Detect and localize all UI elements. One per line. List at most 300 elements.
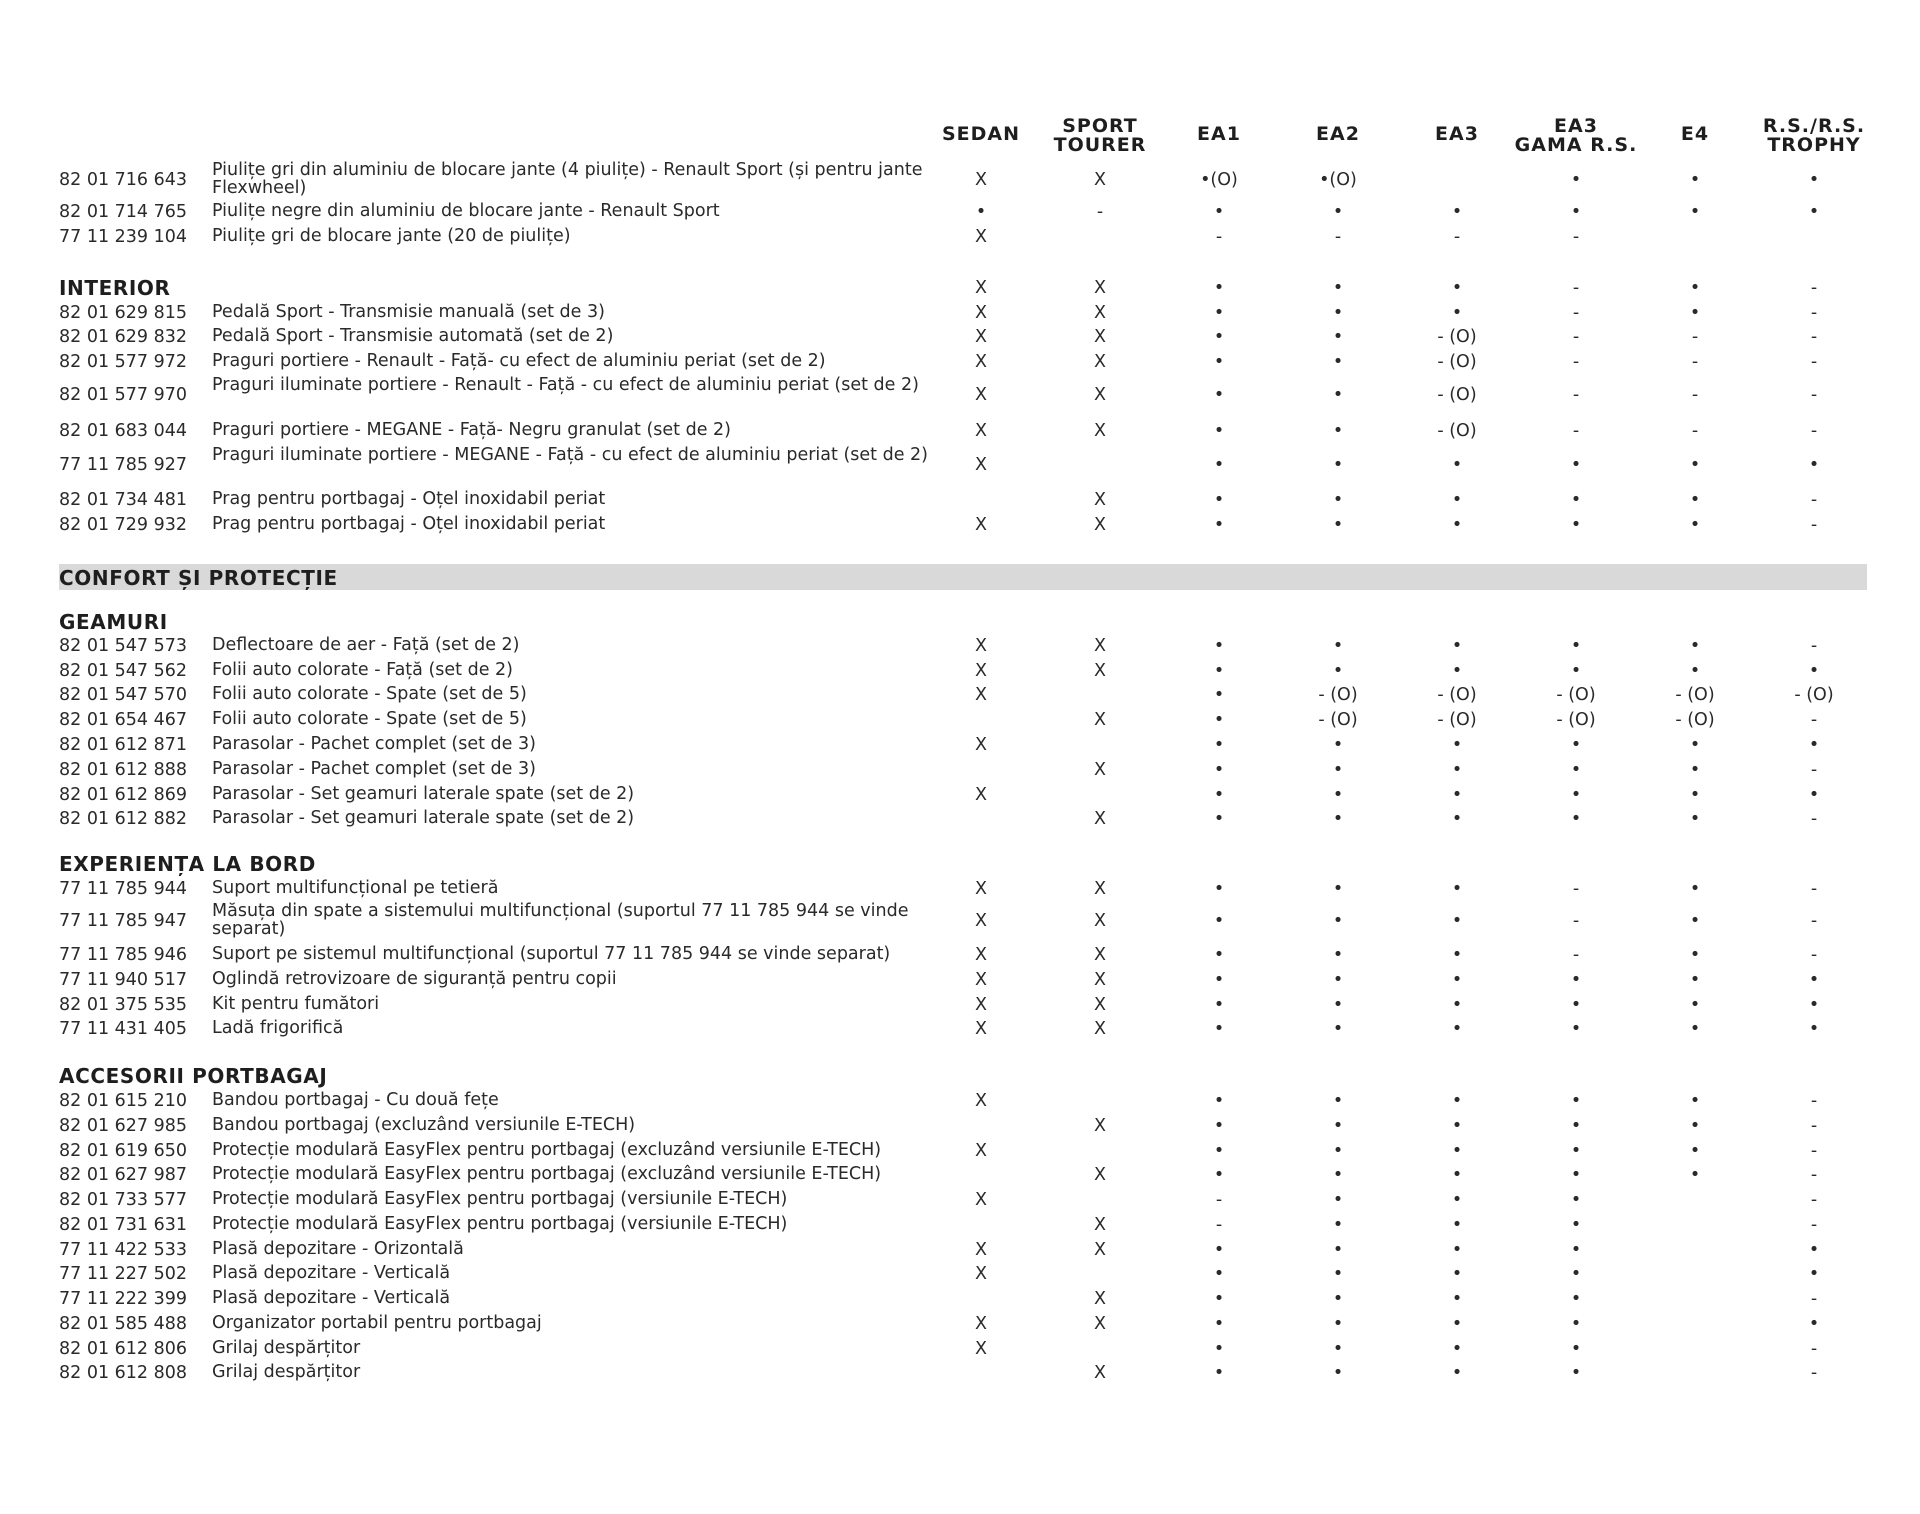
availability-cell: X: [1094, 1215, 1106, 1235]
availability-cell: -: [1215, 227, 1223, 247]
availability-cell: •: [1689, 202, 1701, 222]
part-code: 82 01 734 481: [59, 490, 188, 510]
availability-cell: X: [1094, 515, 1106, 535]
availability-cell: •: [1808, 661, 1820, 681]
part-code: 82 01 733 577: [59, 1190, 188, 1210]
part-code: 82 01 612 871: [59, 735, 188, 755]
availability-cell: - (O): [1794, 685, 1834, 705]
availability-cell: •: [1451, 945, 1463, 965]
part-code: 77 11 940 517: [59, 970, 188, 990]
availability-cell: -: [1572, 911, 1580, 931]
availability-cell: •: [1689, 945, 1701, 965]
availability-cell: X: [975, 1091, 987, 1111]
availability-cell: •: [1570, 1289, 1582, 1309]
availability-cell: •: [1332, 1240, 1344, 1260]
availability-cell: -: [1810, 303, 1818, 323]
availability-cell: -: [1572, 327, 1580, 347]
availability-cell: -: [1810, 352, 1818, 372]
part-description: Deflectoare de aer - Față (set de 2): [212, 635, 520, 655]
availability-cell: -: [1215, 1190, 1223, 1210]
availability-cell: •: [1451, 1141, 1463, 1161]
availability-cell: •: [1332, 202, 1344, 222]
part-code: 82 01 612 888: [59, 760, 188, 780]
availability-cell: •: [1689, 661, 1701, 681]
part-code: 82 01 612 869: [59, 785, 188, 805]
part-description: Suport multifuncțional pe tetieră: [212, 878, 499, 898]
part-code: 82 01 375 535: [59, 995, 188, 1015]
availability-cell: •: [1570, 1190, 1582, 1210]
availability-cell: - (O): [1437, 710, 1477, 730]
part-description: Praguri iluminate portiere - Renault - Față - cu efect de aluminiu periat (set de 2): [212, 375, 919, 395]
column-header: EA3 GAMA R.S.: [1514, 115, 1638, 156]
availability-cell: - (O): [1437, 327, 1477, 347]
availability-cell: •: [1332, 278, 1344, 298]
availability-cell: -: [1810, 911, 1818, 931]
part-code: 82 01 731 631: [59, 1215, 188, 1235]
part-description: Pedală Sport - Transmisie automată (set de 2): [212, 326, 614, 346]
availability-cell: -: [1691, 352, 1699, 372]
availability-cell: •: [1570, 1363, 1582, 1383]
availability-cell: •: [1213, 1091, 1225, 1111]
availability-cell: - (O): [1437, 352, 1477, 372]
availability-cell: •: [1689, 760, 1701, 780]
part-description: Praguri iluminate portiere - MEGANE - Față - cu efect de aluminiu periat (set de 2): [212, 445, 928, 465]
availability-cell: •: [1332, 1289, 1344, 1309]
availability-cell: X: [975, 278, 987, 298]
availability-cell: •: [1213, 970, 1225, 990]
availability-cell: •: [1570, 1314, 1582, 1334]
availability-cell: •: [1213, 1289, 1225, 1309]
availability-cell: X: [1094, 327, 1106, 347]
column-header: EA3: [1435, 123, 1479, 145]
availability-cell: •: [1213, 911, 1225, 931]
availability-cell: X: [1094, 945, 1106, 965]
availability-cell: X: [975, 455, 987, 475]
availability-cell: •: [1332, 636, 1344, 656]
part-code: 82 01 577 972: [59, 352, 188, 372]
availability-cell: •: [1332, 735, 1344, 755]
availability-cell: •: [1451, 1363, 1463, 1383]
part-code: 77 11 239 104: [59, 227, 188, 247]
availability-cell: •: [1570, 760, 1582, 780]
availability-cell: •: [1808, 970, 1820, 990]
availability-cell: X: [1094, 995, 1106, 1015]
availability-cell: •: [1332, 995, 1344, 1015]
availability-cell: -: [1810, 1116, 1818, 1136]
part-description: Grilaj despărțitor: [212, 1362, 361, 1382]
availability-cell: X: [975, 1240, 987, 1260]
availability-cell: •: [1808, 1019, 1820, 1039]
availability-cell: -: [1453, 227, 1461, 247]
availability-cell: •: [1808, 1314, 1820, 1334]
part-description: Plasă depozitare - Orizontală: [212, 1239, 464, 1259]
availability-cell: •: [1808, 995, 1820, 1015]
availability-cell: -: [1096, 202, 1104, 222]
availability-cell: -: [1572, 352, 1580, 372]
availability-cell: •: [1451, 809, 1463, 829]
availability-cell: X: [975, 661, 987, 681]
availability-cell: - (O): [1675, 685, 1715, 705]
availability-cell: •: [1213, 421, 1225, 441]
category-heading: GEAMURI: [59, 610, 168, 634]
availability-cell: •: [1213, 995, 1225, 1015]
part-description: Măsuța din spate a sistemului multifuncțional (suportul 77 11 785 944 se vinde separat): [212, 901, 909, 939]
part-code: 82 01 547 570: [59, 685, 188, 705]
availability-cell: •: [1213, 760, 1225, 780]
part-code: 82 01 654 467: [59, 710, 188, 730]
availability-cell: -: [1334, 227, 1342, 247]
availability-cell: •: [1332, 1116, 1344, 1136]
part-description: Prag pentru portbagaj - Oțel inoxidabil periat: [212, 489, 606, 509]
part-code: 82 01 612 808: [59, 1363, 188, 1383]
part-description: Organizator portabil pentru portbagaj: [212, 1313, 542, 1333]
availability-cell: - (O): [1556, 710, 1596, 730]
availability-cell: •: [1332, 760, 1344, 780]
availability-cell: •: [1689, 1019, 1701, 1039]
availability-cell: •: [1332, 945, 1344, 965]
availability-cell: -: [1810, 1091, 1818, 1111]
availability-cell: X: [975, 1339, 987, 1359]
part-description: Grilaj despărțitor: [212, 1338, 361, 1358]
availability-cell: •: [1689, 636, 1701, 656]
availability-cell: -: [1810, 636, 1818, 656]
availability-cell: X: [975, 1264, 987, 1284]
availability-cell: •: [1332, 515, 1344, 535]
part-code: 82 01 577 970: [59, 385, 188, 405]
availability-cell: •: [1332, 327, 1344, 347]
availability-cell: -: [1810, 1339, 1818, 1359]
availability-cell: •: [1570, 515, 1582, 535]
section-band: [59, 564, 1867, 590]
availability-cell: •: [1808, 785, 1820, 805]
category-heading: INTERIOR: [59, 276, 171, 300]
availability-cell: •: [1570, 1019, 1582, 1039]
availability-cell: -: [1810, 809, 1818, 829]
availability-cell: •: [1451, 735, 1463, 755]
availability-cell: - (O): [1675, 710, 1715, 730]
part-description: Kit pentru fumători: [212, 994, 380, 1014]
availability-cell: •: [1451, 911, 1463, 931]
availability-cell: X: [1094, 421, 1106, 441]
availability-cell: X: [975, 636, 987, 656]
part-description: Parasolar - Pachet complet (set de 3): [212, 759, 536, 779]
availability-cell: •: [1570, 970, 1582, 990]
availability-cell: X: [975, 515, 987, 535]
availability-cell: •: [1332, 970, 1344, 990]
availability-cell: X: [1094, 710, 1106, 730]
availability-cell: •: [1451, 1289, 1463, 1309]
availability-cell: •: [1332, 1019, 1344, 1039]
availability-cell: •: [1213, 735, 1225, 755]
availability-cell: -: [1810, 421, 1818, 441]
availability-cell: •: [1332, 1091, 1344, 1111]
category-heading: ACCESORII PORTBAGAJ: [59, 1064, 328, 1088]
availability-cell: •: [1332, 1339, 1344, 1359]
availability-cell: •: [1213, 1339, 1225, 1359]
section-heading: CONFORT ȘI PROTECȚIE: [59, 566, 338, 590]
availability-cell: -: [1572, 278, 1580, 298]
part-code: 77 11 222 399: [59, 1289, 188, 1309]
availability-cell: •: [1570, 1264, 1582, 1284]
availability-cell: -: [1810, 515, 1818, 535]
availability-cell: •: [1213, 515, 1225, 535]
part-code: 82 01 683 044: [59, 421, 188, 441]
availability-cell: X: [1094, 661, 1106, 681]
availability-cell: X: [975, 1019, 987, 1039]
availability-cell: -: [1810, 1215, 1818, 1235]
availability-cell: •: [1213, 945, 1225, 965]
availability-cell: •: [1451, 1165, 1463, 1185]
availability-cell: X: [1094, 1240, 1106, 1260]
availability-cell: X: [975, 227, 987, 247]
availability-cell: X: [1094, 879, 1106, 899]
availability-cell: •: [1213, 455, 1225, 475]
availability-cell: •: [1213, 1363, 1225, 1383]
availability-cell: •: [1332, 385, 1344, 405]
availability-cell: -: [1572, 945, 1580, 965]
part-code: 77 11 785 927: [59, 455, 188, 475]
availability-cell: - (O): [1318, 710, 1358, 730]
availability-cell: •: [1808, 202, 1820, 222]
part-code: 82 01 629 815: [59, 303, 188, 323]
availability-cell: X: [975, 421, 987, 441]
availability-cell: X: [1094, 1116, 1106, 1136]
part-description: Folii auto colorate - Față (set de 2): [212, 660, 513, 680]
availability-cell: •: [1213, 1019, 1225, 1039]
part-description: Protecție modulară EasyFlex pentru portbagaj (versiunile E-TECH): [212, 1214, 788, 1234]
availability-cell: X: [975, 385, 987, 405]
part-code: 82 01 627 985: [59, 1116, 188, 1136]
availability-cell: •: [1332, 352, 1344, 372]
availability-cell: •: [1451, 1240, 1463, 1260]
availability-cell: X: [1094, 170, 1106, 190]
part-code: 82 01 615 210: [59, 1091, 188, 1111]
availability-cell: •: [1689, 785, 1701, 805]
availability-cell: •: [1213, 352, 1225, 372]
availability-cell: •: [1689, 1091, 1701, 1111]
availability-cell: - (O): [1318, 685, 1358, 705]
availability-cell: •: [1213, 1314, 1225, 1334]
availability-cell: -: [1810, 490, 1818, 510]
availability-cell: -: [1810, 710, 1818, 730]
part-description: Pedală Sport - Transmisie manuală (set de 3): [212, 302, 605, 322]
availability-cell: •: [1451, 303, 1463, 323]
availability-cell: -: [1691, 421, 1699, 441]
part-code: 82 01 585 488: [59, 1314, 188, 1334]
availability-cell: •: [1570, 735, 1582, 755]
availability-cell: •: [1332, 785, 1344, 805]
availability-cell: - (O): [1437, 685, 1477, 705]
part-code: 82 01 714 765: [59, 202, 188, 222]
availability-cell: X: [1094, 809, 1106, 829]
availability-cell: •: [1332, 879, 1344, 899]
availability-cell: •: [1213, 685, 1225, 705]
availability-cell: -: [1215, 1215, 1223, 1235]
availability-cell: •: [1808, 735, 1820, 755]
availability-cell: •: [1213, 202, 1225, 222]
availability-cell: •: [1451, 1019, 1463, 1039]
availability-cell: X: [975, 970, 987, 990]
availability-cell: •: [1689, 1165, 1701, 1185]
part-code: 82 01 627 987: [59, 1165, 188, 1185]
availability-cell: X: [1094, 760, 1106, 780]
availability-cell: •: [1570, 455, 1582, 475]
availability-cell: X: [1094, 352, 1106, 372]
availability-cell: •: [1451, 636, 1463, 656]
availability-cell: •: [1451, 1339, 1463, 1359]
availability-cell: -: [1810, 879, 1818, 899]
part-description: Ladă frigorifică: [212, 1018, 344, 1038]
availability-cell: •: [1570, 1240, 1582, 1260]
availability-cell: -: [1572, 303, 1580, 323]
availability-cell: X: [975, 945, 987, 965]
availability-cell: •: [1213, 1240, 1225, 1260]
availability-cell: •: [1332, 455, 1344, 475]
availability-cell: -: [1810, 945, 1818, 965]
part-description: Protecție modulară EasyFlex pentru portbagaj (versiunile E-TECH): [212, 1189, 788, 1209]
availability-cell: X: [1094, 1019, 1106, 1039]
availability-cell: X: [975, 1190, 987, 1210]
availability-cell: •: [1689, 735, 1701, 755]
availability-cell: •: [1451, 1314, 1463, 1334]
part-code: 77 11 431 405: [59, 1019, 188, 1039]
availability-cell: •: [1808, 1240, 1820, 1260]
part-code: 77 11 785 947: [59, 911, 188, 931]
part-description: Bandou portbagaj - Cu două fețe: [212, 1090, 499, 1110]
availability-cell: •: [1332, 1141, 1344, 1161]
availability-cell: •: [1570, 785, 1582, 805]
part-code: 82 01 612 882: [59, 809, 188, 829]
availability-cell: X: [1094, 970, 1106, 990]
part-description: Parasolar - Set geamuri laterale spate (set de 2): [212, 808, 635, 828]
part-code: 77 11 422 533: [59, 1240, 188, 1260]
availability-cell: •: [1689, 911, 1701, 931]
availability-cell: •: [1808, 1264, 1820, 1284]
part-description: Prag pentru portbagaj - Oțel inoxidabil periat: [212, 514, 606, 534]
availability-cell: - (O): [1437, 421, 1477, 441]
availability-cell: -: [1810, 385, 1818, 405]
availability-cell: X: [975, 995, 987, 1015]
availability-cell: -: [1810, 1363, 1818, 1383]
availability-cell: •: [1213, 490, 1225, 510]
part-code: 82 01 612 806: [59, 1339, 188, 1359]
availability-cell: •: [1689, 809, 1701, 829]
part-code: 82 01 729 932: [59, 515, 188, 535]
availability-cell: X: [975, 1314, 987, 1334]
availability-cell: -: [1810, 1141, 1818, 1161]
part-code: 82 01 716 643: [59, 170, 188, 190]
availability-cell: X: [975, 735, 987, 755]
availability-cell: X: [1094, 303, 1106, 323]
availability-cell: X: [975, 685, 987, 705]
availability-cell: •: [1689, 278, 1701, 298]
column-header: EA1: [1197, 123, 1241, 145]
availability-cell: •: [1213, 879, 1225, 899]
part-description: Protecție modulară EasyFlex pentru portbagaj (excluzând versiunile E-TECH): [212, 1164, 882, 1184]
column-header: R.S./R.S. TROPHY: [1762, 115, 1866, 156]
part-description: Parasolar - Pachet complet (set de 3): [212, 734, 536, 754]
availability-cell: •: [1213, 385, 1225, 405]
availability-cell: -: [1691, 385, 1699, 405]
availability-cell: •: [1570, 490, 1582, 510]
availability-cell: X: [975, 352, 987, 372]
availability-cell: •: [1213, 710, 1225, 730]
availability-cell: X: [1094, 1314, 1106, 1334]
availability-cell: X: [975, 911, 987, 931]
availability-cell: •: [1332, 1165, 1344, 1185]
availability-cell: •: [1332, 1190, 1344, 1210]
column-header: SEDAN: [941, 123, 1021, 145]
availability-cell: - (O): [1556, 685, 1596, 705]
availability-cell: •: [1570, 1165, 1582, 1185]
availability-cell: X: [1094, 278, 1106, 298]
availability-cell: •: [1213, 1116, 1225, 1136]
availability-cell: •: [1689, 879, 1701, 899]
availability-cell: •: [1451, 785, 1463, 805]
part-code: 82 01 547 562: [59, 661, 188, 681]
availability-cell: -: [1810, 1190, 1818, 1210]
availability-cell: •: [1808, 455, 1820, 475]
availability-cell: •: [1689, 490, 1701, 510]
availability-cell: •: [1213, 661, 1225, 681]
availability-cell: •: [1570, 1141, 1582, 1161]
availability-cell: -: [1810, 760, 1818, 780]
availability-cell: X: [1094, 911, 1106, 931]
part-code: 77 11 785 944: [59, 879, 188, 899]
availability-cell: •: [1332, 1314, 1344, 1334]
availability-cell: •: [975, 202, 987, 222]
availability-cell: •: [1332, 490, 1344, 510]
availability-cell: •(O): [1319, 170, 1357, 190]
availability-cell: •: [1451, 1091, 1463, 1111]
part-description: Parasolar - Set geamuri laterale spate (set de 2): [212, 784, 635, 804]
availability-cell: •: [1451, 455, 1463, 475]
availability-cell: •: [1689, 515, 1701, 535]
column-header: SPORT TOURER: [1053, 115, 1147, 156]
availability-cell: -: [1810, 278, 1818, 298]
availability-cell: X: [1094, 636, 1106, 656]
availability-cell: •: [1332, 1264, 1344, 1284]
availability-cell: X: [975, 170, 987, 190]
availability-cell: •: [1808, 170, 1820, 190]
availability-cell: •: [1451, 760, 1463, 780]
availability-cell: X: [1094, 490, 1106, 510]
availability-cell: -: [1810, 1165, 1818, 1185]
availability-cell: -: [1810, 1289, 1818, 1309]
availability-cell: •(O): [1200, 170, 1238, 190]
availability-cell: •: [1213, 1165, 1225, 1185]
availability-cell: -: [1572, 421, 1580, 441]
part-description: Piulițe gri din aluminiu de blocare jante (4 piulițe) - Renault Sport (și pentru jante Flexwheel): [212, 160, 923, 198]
part-description: Praguri portiere - MEGANE - Față- Negru granulat (set de 2): [212, 420, 731, 440]
availability-cell: •: [1689, 170, 1701, 190]
availability-cell: •: [1213, 278, 1225, 298]
availability-cell: X: [1094, 385, 1106, 405]
category-heading: EXPERIENȚA LA BORD: [59, 852, 316, 876]
part-description: Suport pe sistemul multifuncțional (suportul 77 11 785 944 se vinde separat): [212, 944, 891, 964]
availability-cell: •: [1451, 1215, 1463, 1235]
availability-cell: X: [975, 303, 987, 323]
availability-cell: •: [1689, 303, 1701, 323]
part-code: 82 01 619 650: [59, 1141, 188, 1161]
column-header: E4: [1680, 123, 1710, 145]
availability-cell: •: [1451, 661, 1463, 681]
availability-cell: - (O): [1437, 385, 1477, 405]
part-description: Plasă depozitare - Verticală: [212, 1263, 451, 1283]
availability-cell: X: [975, 785, 987, 805]
part-description: Piulițe gri de blocare jante (20 de piulițe): [212, 226, 571, 246]
availability-cell: X: [975, 1141, 987, 1161]
